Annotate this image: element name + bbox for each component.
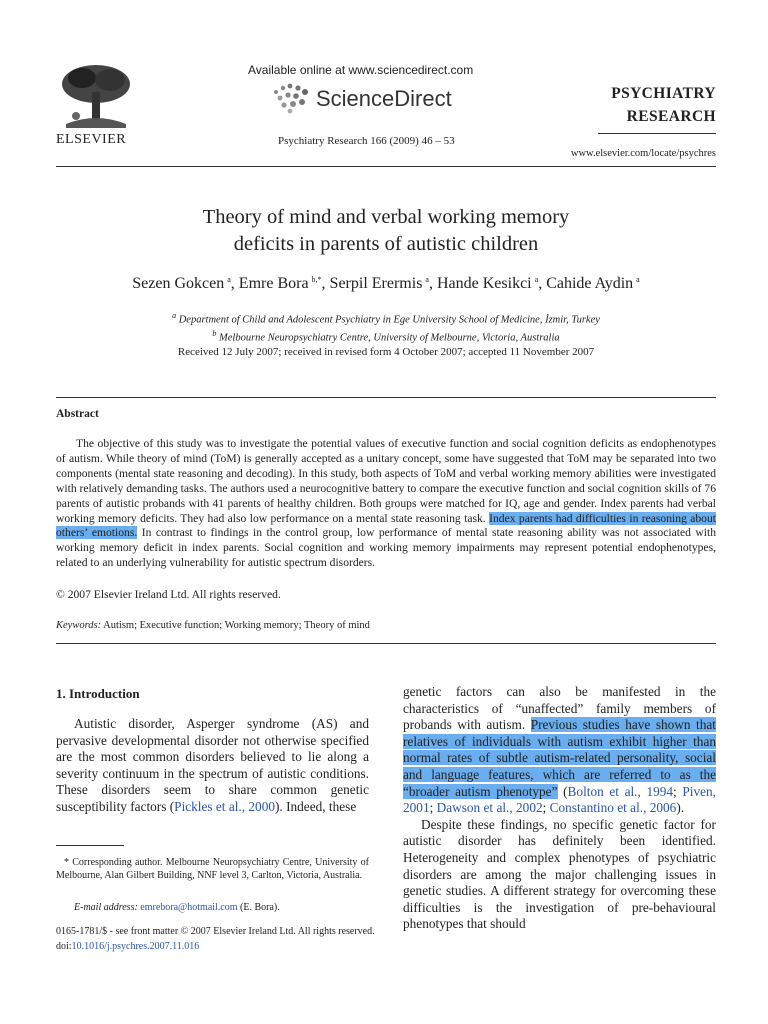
author-1[interactable]: Emre Bora $^{b,*}$, [238, 275, 330, 293]
abstract-text-start: The objective of this study was to investigate the potential values of executive function and social cognition deficits as endophenotypes of autism. While theory of mind (ToM) is generally accepted as a unitary concept, some have suggested that ToM may be separated into two components (mental state reasoning and decoding). In this study, both aspects of ToM and verbal working memory abilities were investigated with relatively demanding tasks. The authors used a neurocognitive battery to compare the executive function and social cognition skills of 76 parents of autistic probands with 41 parents of healthy children. Both groups were matched for IQ, age and gender. Index parents had verbal working memory deficits. They had also low performance on a mental state reasoning task. [56, 437, 716, 525]
author-0[interactable]: Sezen Gokcen $^a$, [132, 275, 239, 293]
author-3[interactable]: Hande Kesikci $^a$, [436, 275, 547, 293]
citation-dawson[interactable]: Dawson et al., 2002 [436, 800, 543, 816]
right-paragraph-1: genetic factors can also be manifested in the characteristics of “unaffected” family members of probands with autism. Previous studies have shown that relatives of individuals with autism exhibit higher than normal rates of subtle autism-related personality, social and language features, which are referred to as the “broader autism phenotype” (Bolton et al., 1994; Piven, 2001; Dawson et al., 2002; Constantino et al., 2006). [403, 684, 716, 816]
keywords [56, 620, 370, 631]
right-highlight[interactable]: Previous studies have shown that relatives of individuals with autism exhibit higher than normal rates of subtle autism-related personality, social and language features, which are referred to as the “broader autism phenotype” [403, 717, 716, 799]
article-title-line2: deficits in parents of autistic children [233, 233, 539, 255]
journal-title [590, 82, 716, 128]
abstract-text-end: In contrast to findings in the control group, low performance of mental state reasoning ability was not associated with working memory deficit in index parents. Social cognition and working memory impairments may represent potential endophenotypes, related to an underlying vulnerability for autistic spectrum disorders. [56, 526, 716, 570]
journal-title-line2: RESEARCH [626, 108, 716, 125]
intro-paragraph-1: Autistic disorder, Asperger syndrome (AS) and pervasive developmental disorder not otherwise specified are the most common disorders believed to lie along a severity continuum in the spectrum of autistic conditions. These disorders seem to share common genetic susceptibility factors (Pickles et al., 2000). Indeed, these [56, 716, 369, 814]
sciencedirect-logo [270, 80, 470, 116]
article-title-line1: Theory of mind and verbal working memory [202, 206, 570, 228]
email-link[interactable]: emrebora@hotmail.com [140, 902, 238, 913]
elsevier-logo [56, 62, 136, 147]
journal-title-rule [598, 133, 716, 134]
abstract-heading: Abstract [56, 408, 99, 420]
author-4[interactable]: Cahide Aydin $^a$ [546, 275, 640, 293]
abstract-top-rule [56, 397, 716, 398]
citation-piven[interactable]: Piven, 2001 [403, 783, 716, 816]
elsevier-tree-icon [56, 62, 136, 132]
intro-heading: 1. Introduction [56, 686, 140, 701]
right-paragraph-2: Despite these findings, no specific genetic factor for autistic disorder has definitely been identified. Heterogeneity and complex phenotypes of psychiatric disorders are among the major challenging issues in genetic studies. A different strategy for overcoming these difficulties is the investigation of pre-behavioural phenotypes that should [403, 816, 716, 932]
sciencedirect-dots-icon [270, 82, 314, 114]
sciencedirect-brand: ScienceDirect [316, 86, 452, 111]
keywords-label: Keywords: [56, 620, 102, 631]
journal-url[interactable]: www.elsevier.com/locate/psychres [570, 148, 716, 159]
received-dates: Received 12 July 2007; received in revised form 4 October 2007; accepted 11 November 2007 [177, 346, 595, 358]
corresponding-author-footnote: * Corresponding author. Melbourne Neuropsychiatry Centre, University of Melbourne, Alan Gilbert Building, NNF level 3, Carlton, Victoria, Australia. [56, 857, 369, 881]
abstract-highlight[interactable]: Index parents had difficulties in reasoning about others’ emotions. [56, 511, 716, 540]
intro-left-column [56, 716, 369, 816]
affiliations [56, 309, 716, 344]
header-rule [56, 166, 716, 167]
abstract-copyright: © 2007 Elsevier Ireland Ltd. All rights reserved. [56, 588, 281, 601]
citation-pickles[interactable]: Pickles et al., 2000 [174, 798, 275, 814]
doi-link[interactable]: 10.1016/j.psychres.2007.11.016 [71, 941, 200, 952]
journal-title-line1: PSYCHIATRY [611, 85, 716, 102]
citation-constantino[interactable]: Constantino et al., 2006 [549, 800, 677, 816]
footnote-rule [56, 845, 124, 846]
issn-line: 0165-1781/$ - see front matter © 2007 Elsevier Ireland Ltd. All rights reserved. [56, 926, 375, 937]
email-line: E-mail address: emrebora@hotmail.com (E. Bora). [74, 902, 280, 913]
author-2[interactable]: Serpil Erermis $^a$, [329, 275, 437, 293]
doi-line: doi:10.1016/j.psychres.2007.11.016 [56, 941, 200, 952]
intro-right-column [403, 684, 716, 933]
author-list [56, 275, 716, 293]
affiliation-a: $^a$ Department of Child and Adolescent Psychiatry in Ege University School of Medicine, İzmir, Turkey [172, 311, 600, 326]
journal-citation: Psychiatry Research 166 (2009) 46 – 53 [278, 135, 455, 147]
article-title [56, 204, 716, 258]
available-online-text: Available online at www.sciencedirect.com [248, 63, 474, 77]
abstract-bottom-rule [56, 643, 716, 644]
keywords-list: Autism; Executive function; Working memory; Theory of mind [103, 620, 370, 631]
abstract-body [56, 437, 716, 571]
citation-bolton[interactable]: Bolton et al., 1994 [567, 783, 674, 799]
publisher-name: ELSEVIER [56, 132, 127, 147]
affiliation-b: $^b$ Melbourne Neuropsychiatry Centre, University of Melbourne, Victoria, Australia [212, 328, 560, 343]
